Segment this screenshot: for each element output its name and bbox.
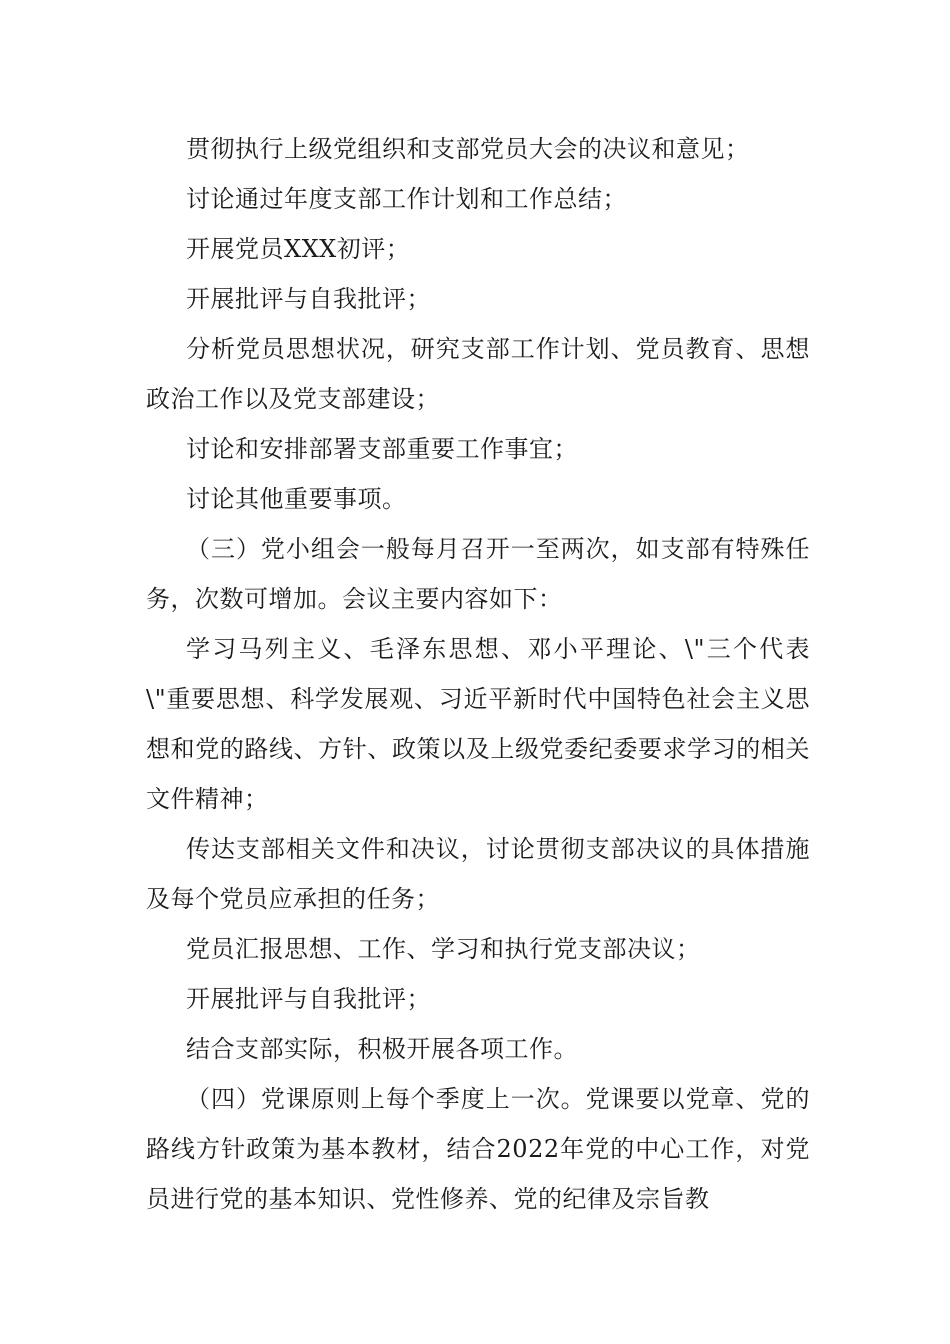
paragraph-4: 开展批评与自我批评； — [186, 285, 431, 313]
paragraph-7: 讨论其他重要事项。 — [186, 485, 407, 513]
paragraph-12: 开展批评与自我批评； — [186, 985, 431, 1013]
paragraph-5: 分析党员思想状况，研究支部工作计划、党员教育、思想政治工作以及党支部建设； — [146, 335, 810, 413]
paragraph-13: 结合支部实际，积极开展各项工作。 — [186, 1035, 578, 1063]
paragraph-1: 贯彻执行上级党组织和支部党员大会的决议和意见； — [186, 135, 750, 163]
paragraph-8: （三）党小组会一般每月召开一至两次，如支部有特殊任务，次数可增加。会议主要内容如下： — [146, 535, 810, 613]
paragraph-9: 学习马列主义、毛泽东思想、邓小平理论、\"三个代表\"重要思想、科学发展观、习近平新时代中国特色社会主义思想和党的路线、方针、政策以及上级党委纪委要求学习的相关文件精神； — [146, 635, 810, 813]
paragraph-3: 开展党员XXX初评； — [186, 235, 411, 263]
document-page — [146, 124, 810, 1224]
paragraph-2: 讨论通过年度支部工作计划和工作总结； — [186, 185, 627, 213]
paragraph-11: 党员汇报思想、工作、学习和执行党支部决议； — [186, 935, 701, 963]
paragraph-14: （四）党课原则上每个季度上一次。党课要以党章、党的路线方针政策为基本教材，结合2022年党的中心工作，对党员进行党的基本知识、党性修养、党的纪律及宗旨教 — [146, 1085, 810, 1213]
paragraph-10: 传达支部相关文件和决议，讨论贯彻支部决议的具体措施及每个党员应承担的任务； — [146, 835, 810, 913]
paragraph-6: 讨论和安排部署支部重要工作事宜； — [186, 435, 578, 463]
